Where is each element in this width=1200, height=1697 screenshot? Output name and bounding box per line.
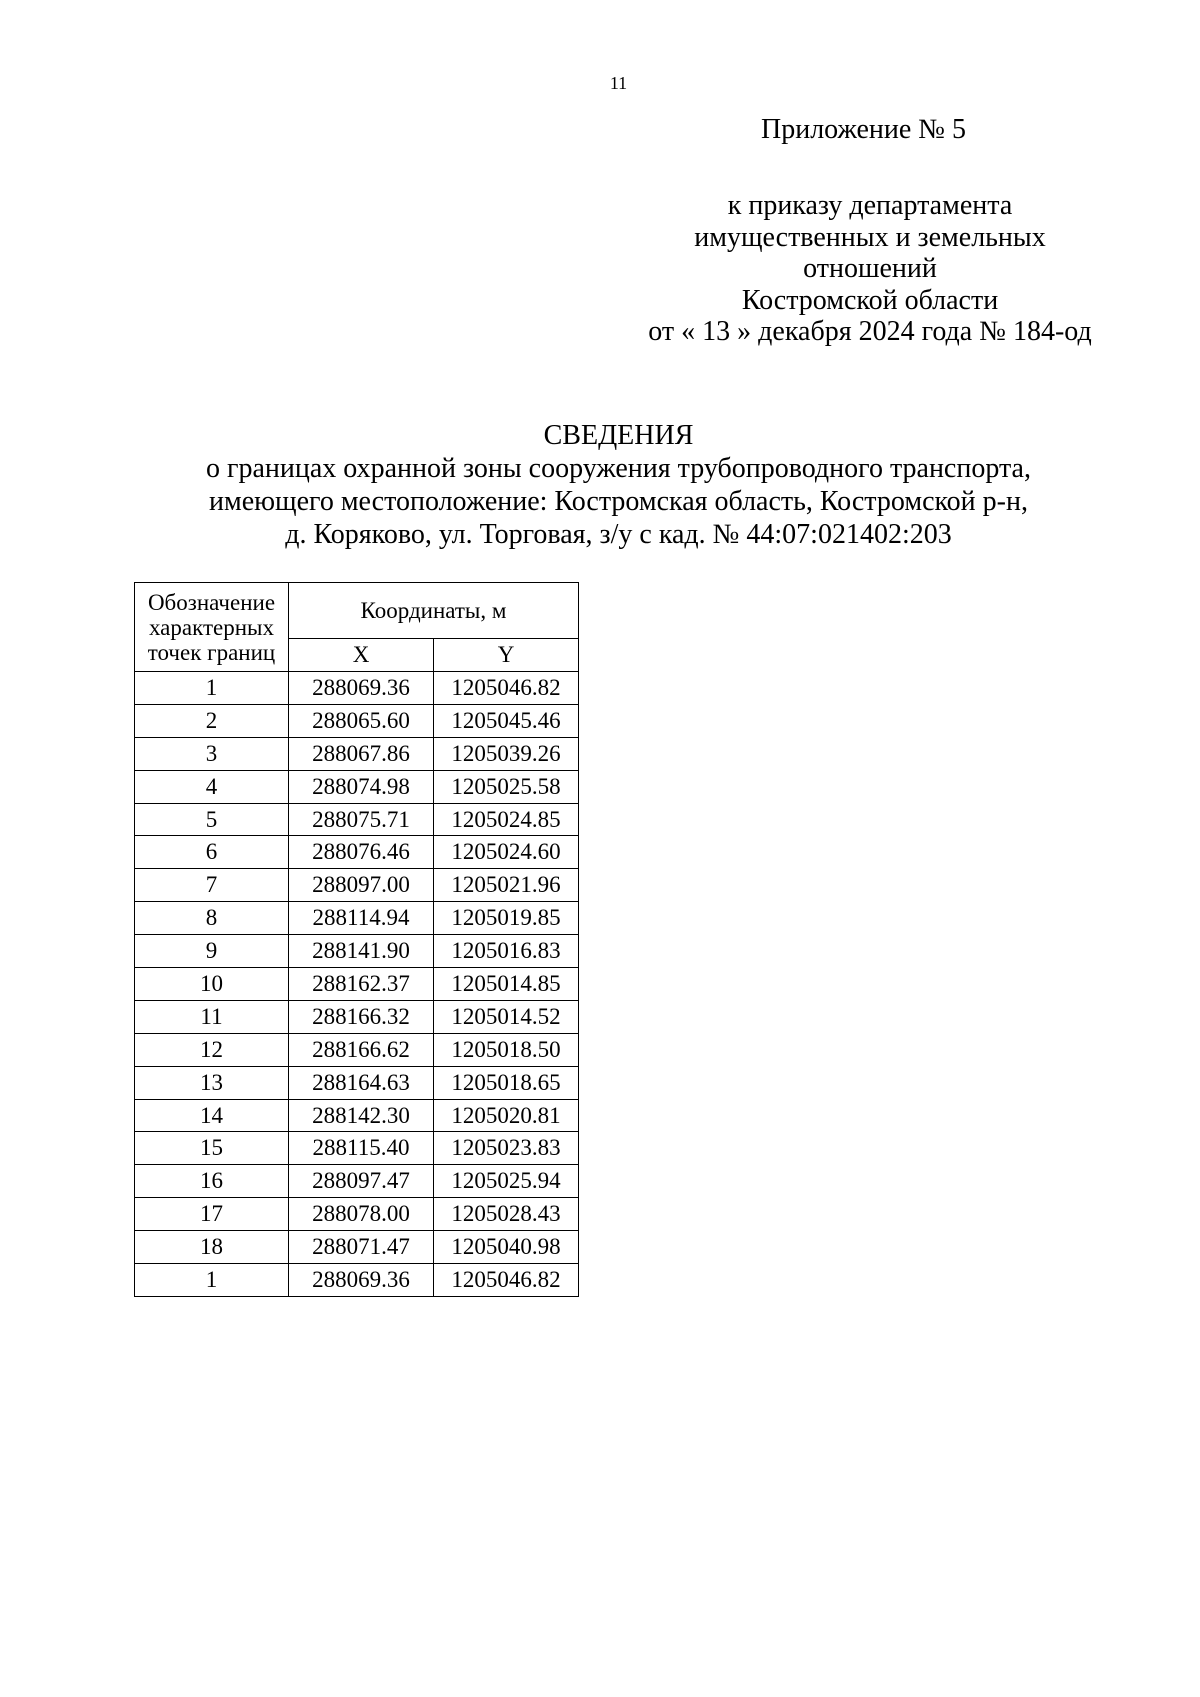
x-cell: 288162.37 [289,968,434,1001]
y-cell: 1205046.82 [434,1264,579,1297]
appendix-ref-line: к приказу департамента [727,190,1013,221]
point-cell: 7 [135,869,289,902]
table-row [135,770,579,803]
y-cell: 1205014.52 [434,1000,579,1033]
table-row [135,935,579,968]
table-row [135,672,579,705]
table-row [135,902,579,935]
point-cell: 8 [135,902,289,935]
point-cell: 14 [135,1099,289,1132]
x-cell: 288078.00 [289,1198,434,1231]
x-cell: 288164.63 [289,1066,434,1099]
table-header [135,583,579,672]
table-row [135,737,579,770]
header-point-label-line: Обозначение [147,589,276,615]
x-cell: 288065.60 [289,704,434,737]
header-coordinates: Координаты, м [289,583,579,639]
table-row [135,1033,579,1066]
y-cell: 1205021.96 [434,869,579,902]
table-row [135,1165,579,1198]
y-cell: 1205046.82 [434,672,579,705]
y-cell: 1205045.46 [434,704,579,737]
table-row [135,1000,579,1033]
table-row [135,836,579,869]
appendix-reference [620,190,1120,348]
point-cell: 4 [135,770,289,803]
x-cell: 288069.36 [289,1264,434,1297]
table-body [135,672,579,1297]
table-row [135,1099,579,1132]
y-cell: 1205039.26 [434,737,579,770]
y-cell: 1205024.60 [434,836,579,869]
y-cell: 1205023.83 [434,1132,579,1165]
x-cell: 288071.47 [289,1231,434,1264]
appendix-ref-line: отношений [803,253,937,284]
header-point-label-line: характерных [148,614,274,640]
y-cell: 1205025.58 [434,770,579,803]
header-y: Y [434,639,579,672]
y-cell: 1205016.83 [434,935,579,968]
table-row [135,1066,579,1099]
point-cell: 2 [135,704,289,737]
x-cell: 288115.40 [289,1132,434,1165]
table-row [135,1198,579,1231]
x-cell: 288067.86 [289,737,434,770]
point-cell: 15 [135,1132,289,1165]
point-cell: 3 [135,737,289,770]
page-number: 11 [609,73,628,93]
appendix-title: Приложение № 5 [761,114,966,145]
header-point-label-line: точек границ [147,639,276,665]
x-cell: 288097.47 [289,1165,434,1198]
point-cell: 16 [135,1165,289,1198]
header-x: X [289,639,434,672]
y-cell: 1205028.43 [434,1198,579,1231]
heading-subtitle-line: имеющего местоположение: Костромская область, Костромской р-н, [209,486,1028,517]
x-cell: 288075.71 [289,803,434,836]
heading-subtitle-line: д. Коряково, ул. Торговая, з/у с кад. № 44:07:021402:203 [285,519,952,550]
x-cell: 288166.32 [289,1000,434,1033]
y-cell: 1205014.85 [434,968,579,1001]
x-cell: 288074.98 [289,770,434,803]
x-cell: 288114.94 [289,902,434,935]
table-row [135,1264,579,1297]
point-cell: 9 [135,935,289,968]
y-cell: 1205020.81 [434,1099,579,1132]
header-point-label [135,583,289,672]
y-cell: 1205024.85 [434,803,579,836]
heading-title: СВЕДЕНИЯ [543,420,694,451]
y-cell: 1205018.50 [434,1033,579,1066]
x-cell: 288069.36 [289,672,434,705]
point-cell: 18 [135,1231,289,1264]
table-row [135,1132,579,1165]
y-cell: 1205019.85 [434,902,579,935]
x-cell: 288141.90 [289,935,434,968]
x-cell: 288097.00 [289,869,434,902]
point-cell: 10 [135,968,289,1001]
x-cell: 288142.30 [289,1099,434,1132]
appendix-ref-line: Костромской области [741,284,999,316]
point-cell: 1 [135,1264,289,1297]
coordinates-table [134,582,579,1297]
appendix-ref-line: от « 13 » декабря 2024 года № 184-од [648,316,1092,347]
y-cell: 1205025.94 [434,1165,579,1198]
y-cell: 1205018.65 [434,1066,579,1099]
appendix-ref-line: имущественных и земельных [694,221,1046,253]
table-row [135,968,579,1001]
point-cell: 1 [135,672,289,705]
point-cell: 12 [135,1033,289,1066]
document-heading [0,419,1200,551]
x-cell: 288166.62 [289,1033,434,1066]
table-row [135,803,579,836]
y-cell: 1205040.98 [434,1231,579,1264]
table-row [135,704,579,737]
point-cell: 17 [135,1198,289,1231]
table-row [135,1231,579,1264]
heading-subtitle-line: о границах охранной зоны сооружения трубопроводного транспорта, [206,453,1031,484]
point-cell: 5 [135,803,289,836]
x-cell: 288076.46 [289,836,434,869]
point-cell: 6 [135,836,289,869]
point-cell: 11 [135,1000,289,1033]
point-cell: 13 [135,1066,289,1099]
table-row [135,869,579,902]
